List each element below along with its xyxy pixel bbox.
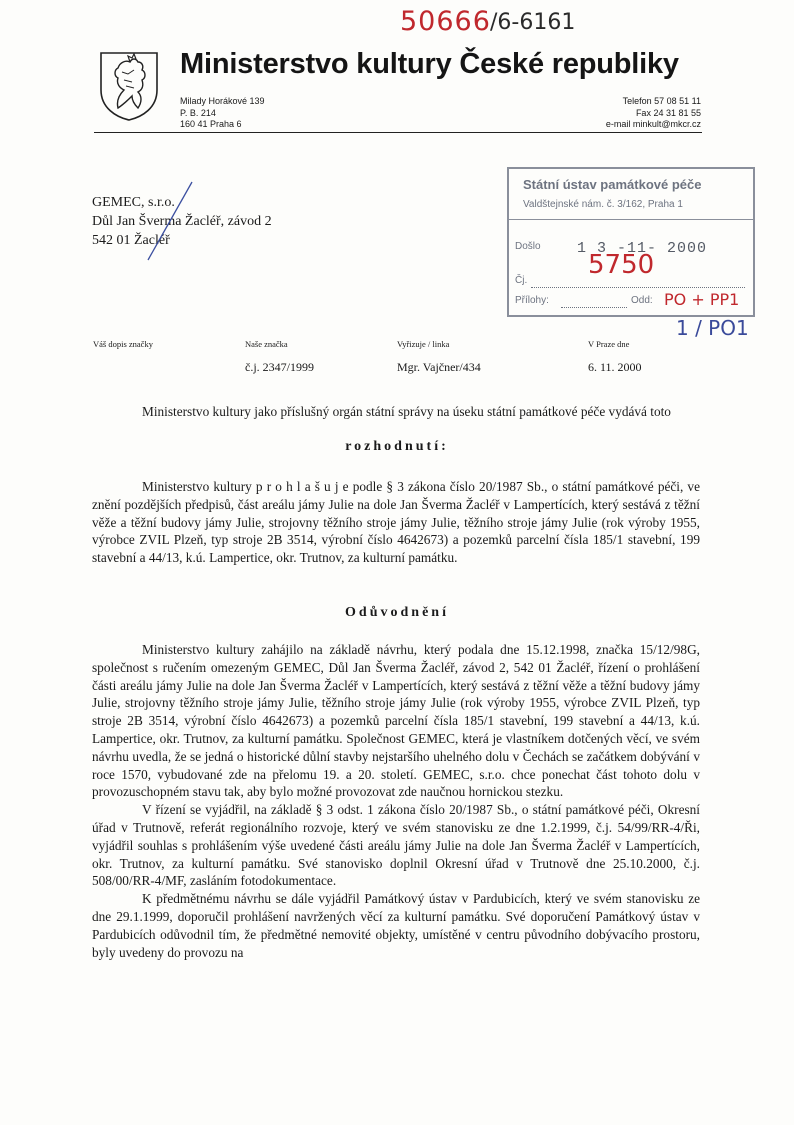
decision-text: Ministerstvo kultury p r o h l a š u j e podle § 3 zákona číslo 20/1987 Sb., o státní památkové péči, ve znění pozdějších předpisů, část areálu jámy Julie na dole Jan Šverma Žacléř v Lampertících, který sestává z těžní věže a těžní budovy jámy Julie, strojovny těžního stroje jámy Julie, těžního stroje jámy Julie (rok výroby 1955, výrobce ZVIL Plzeň, typ stroje 2B 3514, výrobní číslo 4642673) a pozemků parcelní čísla 185/1 stavební, 199 stavební a 44/13, k.ú. Lampertice, okr. Trutnov, za kulturní památku. bbox=[92, 479, 700, 566]
reasoning-paragraph: K předmětnému návrhu se dále vyjádřil Památkový ústav v Pardubicích, který ve svém stanovisku ze dne 29.1.1999, doporučil prohlášení navržených věcí za kulturní památku. Své doporučení Památkový ústav v Pardubicích odůvodnil tím, že předmětné nemovité objekty, umístěné v centru původního dobývacího prostoru, byly uvedeny do provozu na bbox=[92, 891, 700, 960]
intro-paragraph bbox=[92, 403, 700, 421]
contact-phone: Telefon 57 08 51 11 bbox=[622, 96, 701, 106]
czech-lion-coat-of-arms-logo bbox=[98, 50, 160, 122]
ministry-contact bbox=[606, 96, 701, 131]
decision-paragraph bbox=[92, 478, 700, 567]
recipient-line: Důl Jan Šverma Žacléř, závod 2 bbox=[92, 214, 272, 229]
handwritten-reference-suffix: /6-6161 bbox=[490, 10, 576, 35]
stamp-received-date: 1 3 -11- 2000 bbox=[577, 240, 708, 257]
handwritten-margin-note: 1 / PO1 bbox=[676, 316, 749, 340]
our-ref-label: Naše značka bbox=[245, 339, 288, 349]
stamp-institution-address: Valdštejnské nám. č. 3/162, Praha 1 bbox=[523, 199, 683, 210]
handwritten-reference-number: 50666 bbox=[400, 6, 491, 37]
recipient-line: 542 01 Žacléř bbox=[92, 233, 170, 248]
stamp-attachments-label: Přílohy: bbox=[515, 295, 549, 306]
contact-email: e-mail minkult@mkcr.cz bbox=[605, 119, 701, 129]
letter-date: 6. 11. 2000 bbox=[588, 360, 642, 374]
pen-stroke-mark bbox=[140, 176, 200, 266]
contact-fax: Fax 24 31 81 55 bbox=[635, 107, 701, 118]
stamp-ref-line bbox=[531, 287, 745, 288]
address-line: P. B. 214 bbox=[180, 107, 216, 118]
address-line: Milady Horákové 139 bbox=[180, 96, 265, 106]
stamp-ref-label: Čj. bbox=[515, 275, 528, 286]
stamp-divider bbox=[509, 219, 753, 220]
address-line: 160 41 Praha 6 bbox=[180, 119, 242, 129]
reasoning-paragraph: V řízení se vyjádřil, na základě § 3 odst. 1 zákona číslo 20/1987 Sb., o státní památkové péči, Okresní úřad v Trutnově, referát regionálního rozvoje, který ve svém stanovisku ze dne 1.2.1999, č.j. 54/99/RR-4/Ři, vyjádřil souhlas s prohlášením výše uvedené části areálu jámy Julie na dole Jan Šverma Žacléř v Lampertících, okr. Trutnov, za kulturní památku. Své stanovisko doplnil Okresní úřad v Trutnově dne 25.10.2000, č.j. 508/00/RR-4/MF, zasláním fotodokumentace. bbox=[92, 802, 700, 889]
ministry-title: Ministerstvo kultury České republiky bbox=[180, 48, 679, 80]
stamp-dept-label: Odd: bbox=[631, 295, 653, 306]
reasoning-paragraph: Ministerstvo kultury zahájilo na základě návrhu, který podala dne 15.12.1998, značka 15/12/98G, společnost s ručením omezeným GEMEC, Důl Jan Šverma Žacléř, závod 2, 542 01 Žacléř, řízení o prohlášení části areálu jámy Julie na dole Jan Šverma Žacléř v Lampertících, který sestává z těžní věže a těžní budovy jámy Julie, strojovny těžního stroje jámy Julie, těžního stroje jámy Julie (rok výroby 1955, výrobce ZVIL Plzeň, typ stroje 2B 3514, výrobní číslo 4642673) a pozemků parcelní čísla 185/1 stavební, 199 stavební a 44/13, k.ú. Lampertice, okr. Trutnov, za kulturní památku. Společnost GEMEC, která je vlastníkem dotčených věcí, ve svém návrhu uvedla, že se jedná o historické důlní stavby nejstaršího uhelného dolu v Čechách se začátkem dobývání v roce 1570, vybudované zde na přelomu 19. a 20. století. GEMEC, s.r.o. chce ponechat část tohoto dolu v provozuschopném stavu tak, aby bylo možné provozovat zde naučnou hornickou stezku. bbox=[92, 642, 700, 800]
decision-heading: rozhodnutí: bbox=[345, 439, 449, 454]
reasoning-heading: Odůvodnění bbox=[345, 605, 449, 620]
recipient-line: GEMEC, s.r.o. bbox=[92, 195, 175, 210]
handwritten-attachments: PO + PP1 bbox=[664, 290, 740, 309]
date-label: V Praze dne bbox=[588, 339, 630, 349]
letterhead-divider bbox=[94, 132, 702, 133]
stamp-received-label: Došlo bbox=[515, 241, 541, 252]
intro-text: Ministerstvo kultury jako příslušný orgán státní správy na úseku státní památkové péče vydává toto bbox=[142, 404, 671, 419]
your-ref-label: Váš dopis značky bbox=[93, 339, 153, 349]
stamp-institution: Státní ústav památkové péče bbox=[523, 177, 702, 192]
handwritten-stamp-number: 5750 bbox=[588, 250, 655, 280]
our-ref-value: č.j. 2347/1999 bbox=[245, 360, 314, 374]
ministry-address bbox=[180, 96, 265, 131]
stamp-attachments-line bbox=[561, 307, 627, 308]
handler-value: Mgr. Vajčner/434 bbox=[397, 360, 481, 374]
handler-label: Vyřizuje / linka bbox=[397, 339, 450, 349]
reasoning-section bbox=[92, 641, 700, 961]
